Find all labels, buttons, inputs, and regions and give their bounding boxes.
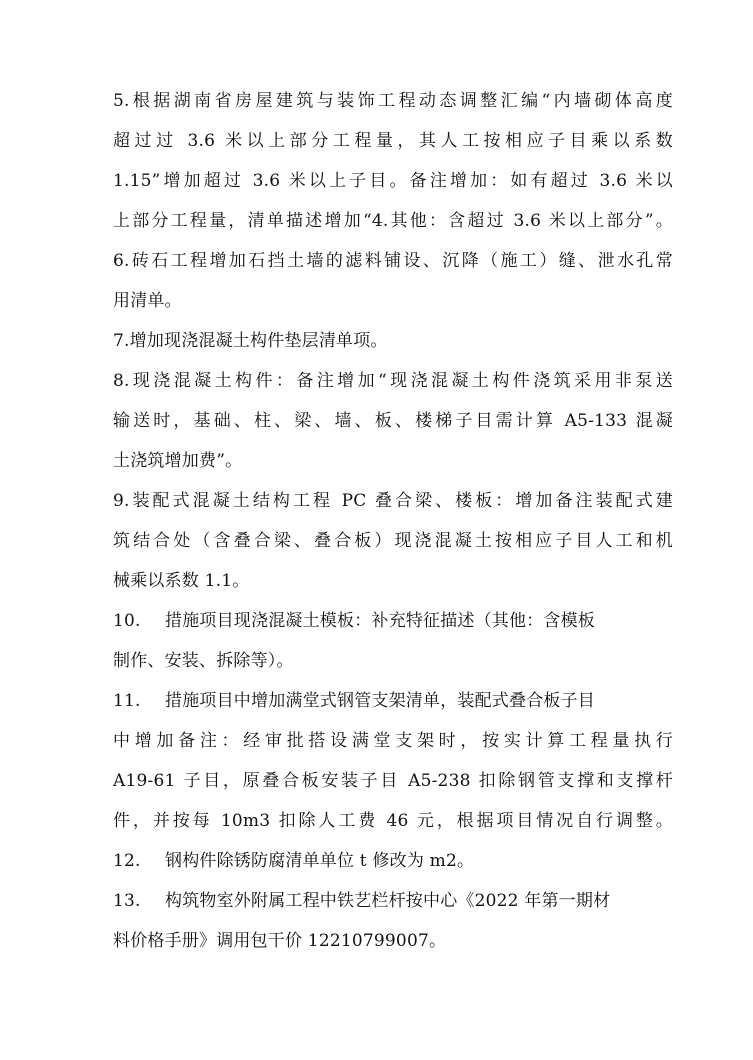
text-line: 件，并按每 10m3 扣除人工费 46 元，根据项目情况自行调整。	[113, 811, 673, 831]
item-number: 12.	[113, 851, 141, 871]
item-number: 11.	[113, 691, 141, 711]
text-line: A19-61 子目，原叠合板安装子目 A5-238 扣除钢管支撑和支撑杆	[113, 771, 673, 791]
text-line: 9.装配式混凝土结构工程 PC 叠合梁、楼板：增加备注装配式建	[113, 491, 673, 511]
text-line: 中增加备注：经审批搭设满堂支架时，按实计算工程量执行	[113, 731, 673, 751]
text-line: 7.增加现浇混凝土构件垫层清单项。	[113, 331, 388, 351]
item-text: 构筑物室外附属工程中铁艺栏杆按中心《2022 年第一期材	[165, 891, 611, 911]
text-line: 用清单。	[113, 291, 182, 311]
item-text: 钢构件除锈防腐清单单位 t 修改为 m2。	[165, 851, 475, 871]
text-line: 制作、安装、拆除等）。	[113, 651, 294, 671]
text-line: 5.根据湖南省房屋建筑与装饰工程动态调整汇编“内墙砌体高度	[113, 91, 673, 111]
text-line: 械乘以系数 1.1。	[113, 571, 250, 591]
text-line: 6.砖石工程增加石挡土墙的滤料铺设、沉降（施工）缝、泄水孔常	[113, 251, 673, 271]
numbered-line	[113, 884, 673, 918]
item-text: 措施项目现浇混凝土模板：补充特征描述（其他：含模板	[165, 611, 595, 631]
text-line: 上部分工程量，清单描述增加“4.其他：含超过 3.6 米以上部分”。	[113, 211, 673, 231]
item-number: 10.	[113, 611, 141, 631]
text-line: 输送时，基础、柱、梁、墙、板、楼梯子目需计算 A5-133 混凝	[113, 411, 673, 431]
text-line: 1.15”增加超过 3.6 米以上子目。备注增加：如有超过 3.6 米以	[113, 171, 673, 191]
text-line: 超过过 3.6 米以上部分工程量，其人工按相应子目乘以系数	[113, 131, 673, 151]
item-text: 措施项目中增加满堂式钢管支架清单，装配式叠合板子目	[165, 691, 595, 711]
numbered-line	[113, 684, 673, 718]
text-line: 8.现浇混凝土构件：备注增加“现浇混凝土构件浇筑采用非泵送	[113, 371, 673, 391]
numbered-line	[113, 844, 673, 878]
numbered-line	[113, 604, 673, 638]
text-line: 料价格手册》调用包干价 12210799007。	[113, 931, 447, 951]
item-number: 13.	[113, 891, 141, 911]
text-line: 土浇筑增加费”。	[113, 451, 243, 471]
text-line: 筑结合处（含叠合梁、叠合板）现浇混凝土按相应子目人工和机	[113, 531, 673, 551]
